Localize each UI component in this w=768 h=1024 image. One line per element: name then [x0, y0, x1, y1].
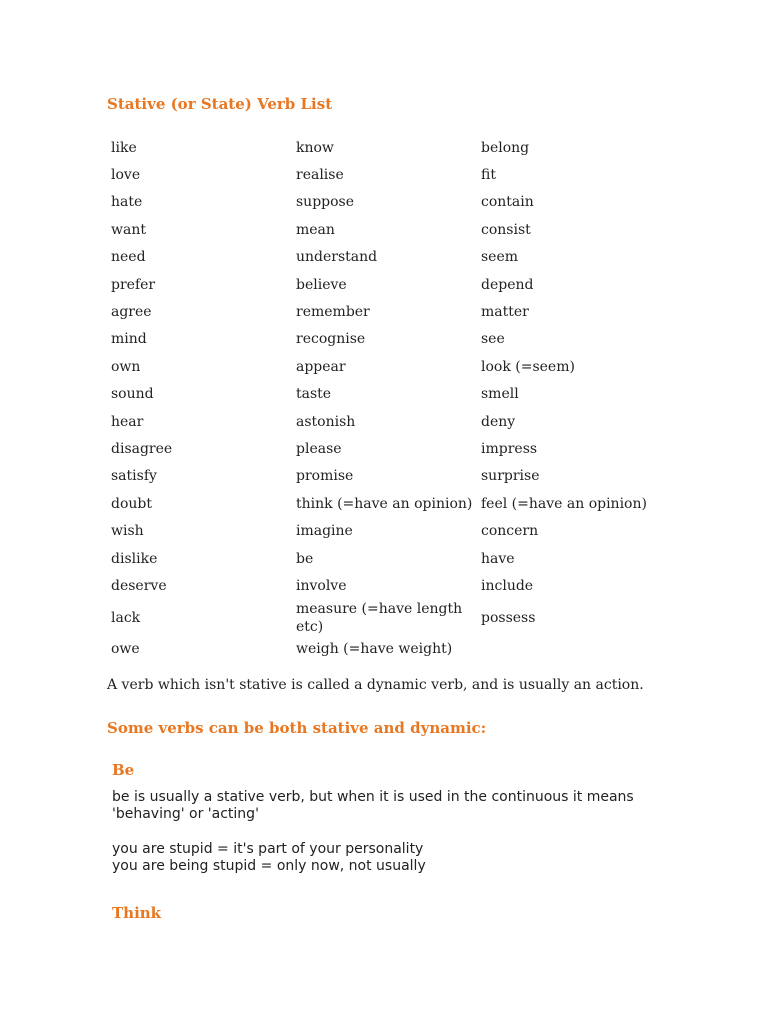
table-row [107, 134, 669, 161]
table-cell: astonish [296, 413, 356, 430]
table-cell: love [111, 167, 141, 184]
table-row [107, 326, 669, 353]
be-example-2: you are being stupid = only now, not usually [112, 858, 426, 874]
table-row [107, 271, 669, 298]
table-cell: deserve [111, 577, 167, 594]
table-cell: matter [481, 304, 529, 321]
table-cell: deny [481, 413, 516, 430]
both-verbs-heading: Some verbs can be both stative and dynamic: [107, 719, 487, 737]
table-cell: owe [111, 641, 140, 658]
table-cell: see [481, 331, 505, 348]
table-row [107, 545, 669, 572]
table-row [107, 298, 669, 325]
be-explanation: be is usually a stative verb, but when it is used in the continuous it means 'behaving' or 'acting' [112, 789, 634, 822]
table-cell: appear [296, 358, 346, 375]
table-cell: own [111, 358, 141, 375]
verb-table-body [107, 134, 669, 663]
table-cell: like [111, 139, 137, 156]
table-cell: involve [296, 577, 347, 594]
table-cell: surprise [481, 468, 540, 485]
table-cell: mind [111, 331, 147, 348]
table-cell: lack [111, 609, 141, 626]
table-cell: think (=have an opinion) [296, 495, 473, 512]
table-cell: have [481, 550, 515, 567]
table-cell: feel (=have an opinion) [481, 495, 647, 512]
table-row [107, 381, 669, 408]
table-cell: satisfy [111, 468, 157, 485]
table-cell: realise [296, 167, 344, 184]
table-cell: sound [111, 386, 154, 403]
page-title: Stative (or State) Verb List [107, 95, 333, 113]
table-cell: disagree [111, 440, 173, 457]
table-cell: concern [481, 523, 539, 540]
table-cell: remember [296, 304, 370, 321]
table-cell: belong [481, 139, 530, 156]
be-examples [112, 841, 672, 875]
table-cell: understand [296, 249, 378, 266]
table-cell: need [111, 249, 146, 266]
table-row [107, 161, 669, 188]
table-cell: mean [296, 221, 335, 238]
table-row [107, 600, 669, 636]
table-row [107, 572, 669, 599]
table-cell: imagine [296, 523, 353, 540]
table-cell: weigh (=have weight) [296, 641, 453, 658]
table-cell: doubt [111, 495, 152, 512]
table-cell: possess [481, 609, 536, 626]
table-cell: consist [481, 221, 531, 238]
table-row [107, 216, 669, 243]
table-cell: depend [481, 276, 534, 293]
table-cell: want [111, 221, 146, 238]
think-heading: Think [112, 904, 162, 922]
table-row [107, 490, 669, 517]
table-cell: fit [481, 167, 496, 184]
table-row [107, 435, 669, 462]
table-cell: suppose [296, 194, 355, 211]
table-cell: recognise [296, 331, 366, 348]
table-cell: look (=seem) [481, 358, 575, 375]
stative-verb-table [107, 134, 669, 663]
table-cell [477, 636, 669, 663]
table-cell: prefer [111, 276, 156, 293]
table-row [107, 189, 669, 216]
table-row [107, 244, 669, 271]
be-heading: Be [112, 761, 135, 779]
table-cell: be [296, 550, 314, 567]
table-cell: believe [296, 276, 347, 293]
table-cell: hear [111, 413, 144, 430]
table-cell: include [481, 577, 534, 594]
table-row [107, 353, 669, 380]
be-example-1: you are stupid = it's part of your personality [112, 841, 424, 857]
table-cell: seem [481, 249, 519, 266]
table-cell: smell [481, 386, 519, 403]
table-cell: measure (=have length etc) [296, 600, 463, 635]
table-cell: contain [481, 194, 534, 211]
table-cell: promise [296, 468, 354, 485]
table-cell: impress [481, 440, 538, 457]
table-cell: agree [111, 304, 152, 321]
table-cell: taste [296, 386, 332, 403]
table-row [107, 408, 669, 435]
table-cell: dislike [111, 550, 158, 567]
table-row [107, 636, 669, 663]
table-cell: know [296, 139, 334, 156]
table-row [107, 463, 669, 490]
table-row [107, 517, 669, 544]
dynamic-verb-note: A verb which isn't stative is called a dynamic verb, and is usually an action. [107, 677, 644, 693]
table-cell: wish [111, 523, 144, 540]
table-cell: hate [111, 194, 143, 211]
table-cell: please [296, 440, 342, 457]
